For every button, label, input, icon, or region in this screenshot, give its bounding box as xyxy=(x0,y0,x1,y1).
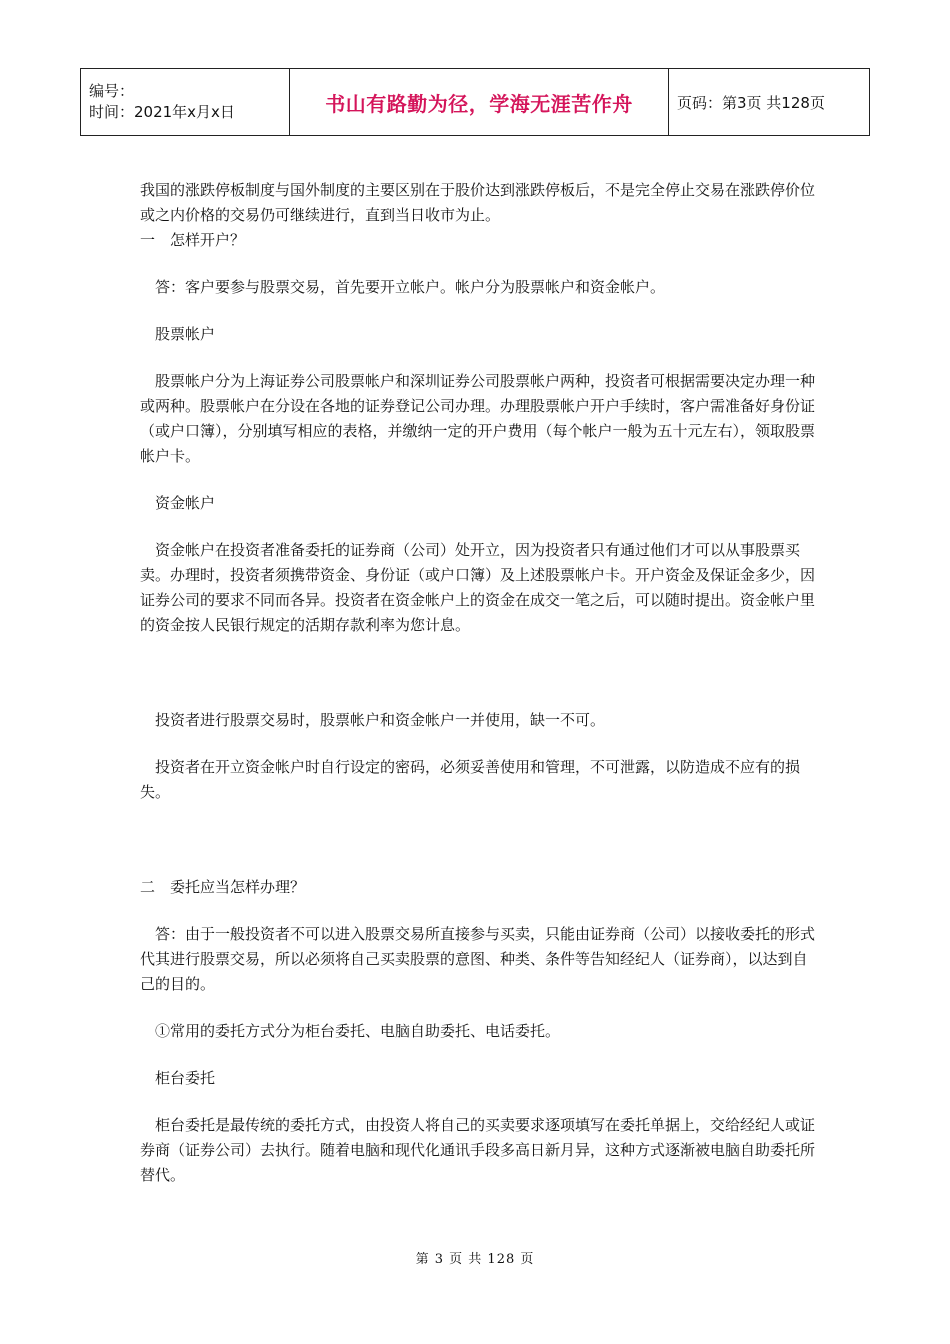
subheading-stock-account: 股票帐户 xyxy=(140,325,216,343)
document-body xyxy=(140,178,815,1188)
subheading-counter: 柜台委托 xyxy=(140,1069,216,1087)
document-time: 时间：2021年x月x日 xyxy=(89,103,235,121)
header-table xyxy=(80,68,870,136)
paragraph-counter: 柜台委托是最传统的委托方式，由投资人将自己的买卖要求逐项填写在委托单据上，交给经纪人或证券商（证券公司）去执行。随着电脑和现代化通讯手段多高日新月异，这种方式逐渐被电脑自助委托所替代。 xyxy=(140,1116,816,1184)
paragraph-stock-account: 股票帐户分为上海证券公司股票帐户和深圳证券公司股票帐户两种，投资者可根据需要决定办理一种或两种。股票帐户在分设在各地的证券登记公司办理。办理股票帐户开户手续时，客户需准备好身份证（或户口簿），分别填写相应的表格，并缴纳一定的开户费用（每个帐户一般为五十元左右），领取股票帐户卡。 xyxy=(140,372,816,465)
paragraph-fund-account: 资金帐户在投资者准备委托的证券商（公司）处开立，因为投资者只有通过他们才可以从事股票买卖。办理时，投资者须携带资金、身份证（或户口簿）及上述股票帐户卡。开户资金及保证金多少，因证券公司的要求不同而各异。投资者在资金帐户上的资金在成交一笔之后，可以随时提出。资金帐户里的资金按人民银行规定的活期存款利率为您计息。 xyxy=(140,541,816,634)
page-info: 页码：第3页 共128页 xyxy=(677,93,825,112)
paragraph-password: 投资者在开立资金帐户时自行设定的密码，必须妥善使用和管理，不可泄露，以防造成不应有的损失。 xyxy=(140,758,801,801)
document-number: 编号： xyxy=(89,82,135,100)
motto: 书山有路勤为径，学海无涯苦作舟 xyxy=(325,91,633,116)
page-footer: 第 3 页 共 128 页 xyxy=(415,1252,535,1267)
header-page-cell xyxy=(669,69,870,136)
header-motto-cell xyxy=(290,69,669,136)
paragraph-intro: 我国的涨跌停板制度与国外制度的主要区别在于股价达到涨跌停板后，不是完全停止交易在涨跌停价位或之内价格的交易仍可继续进行，直到当日收市为止。 xyxy=(140,181,816,224)
paragraph-use-both: 投资者进行股票交易时，股票帐户和资金帐户一并使用，缺一不可。 xyxy=(140,711,606,729)
section-heading-2: 二 委托应当怎样办理？ xyxy=(140,878,306,896)
header-info-cell xyxy=(81,69,290,136)
subheading-fund-account: 资金帐户 xyxy=(140,494,216,512)
paragraph-answer-1: 答：客户要参与股票交易，首先要开立帐户。帐户分为股票帐户和资金帐户。 xyxy=(140,278,666,296)
paragraph-answer-2: 答：由于一般投资者不可以进入股票交易所直接参与买卖，只能由证券商（公司）以接收委托的形式代其进行股票交易，所以必须将自己买卖股票的意图、种类、条件等告知经纪人（证券商），以达到自己的目的。 xyxy=(140,925,816,993)
paragraph-methods: ①常用的委托方式分为柜台委托、电脑自助委托、电话委托。 xyxy=(140,1022,561,1040)
section-heading-1: 一 怎样开户？ xyxy=(140,231,246,249)
